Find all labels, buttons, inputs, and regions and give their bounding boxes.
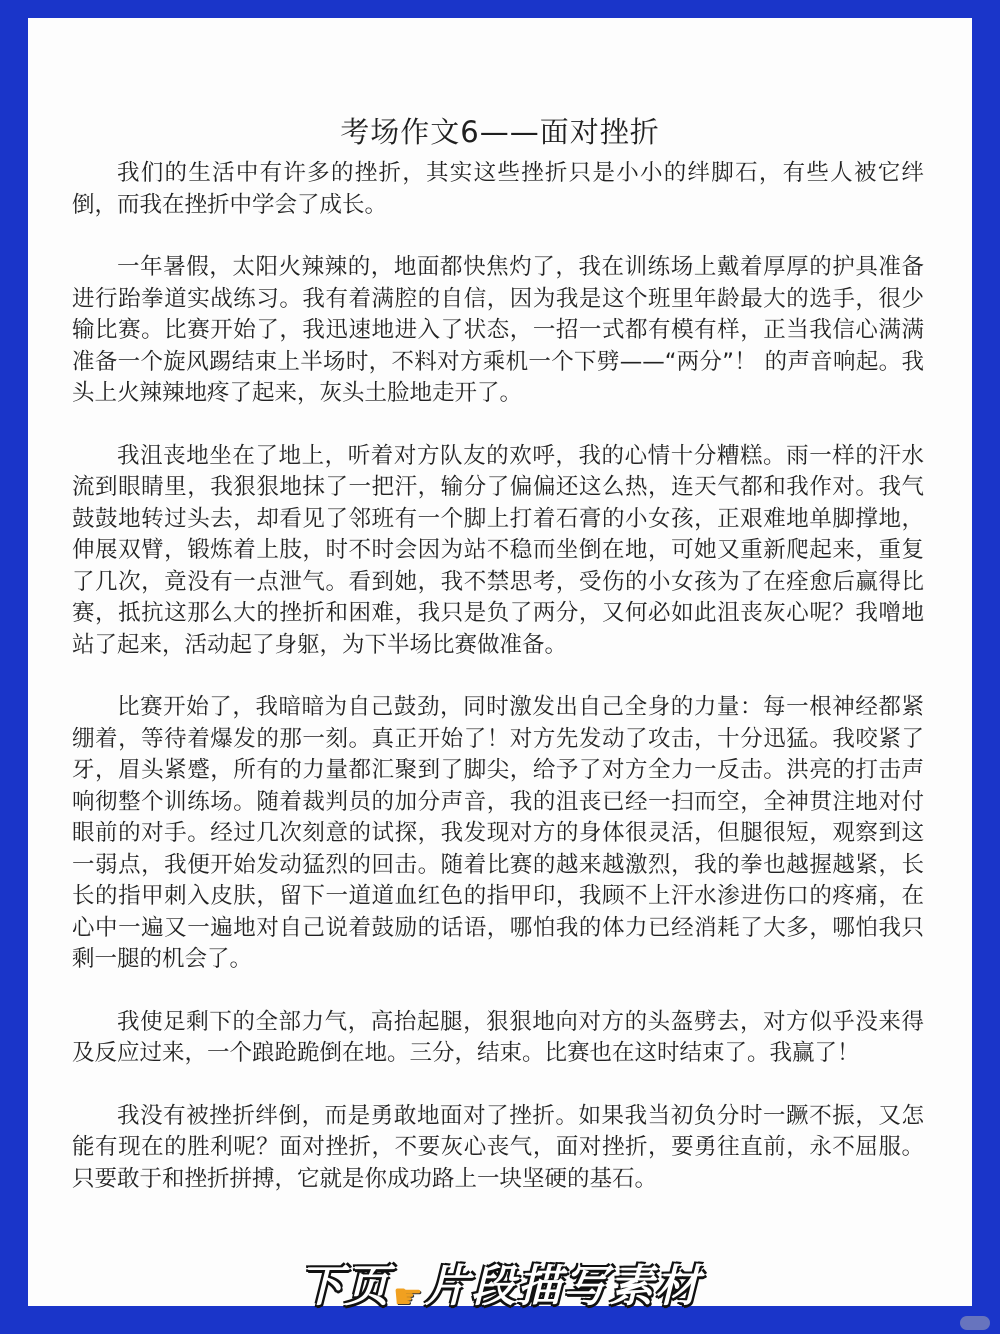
watermark-badge bbox=[960, 1316, 990, 1330]
next-page-topic: 片段描写素材 bbox=[425, 1261, 702, 1312]
paragraph-4: 比赛开始了，我暗暗为自己鼓劲，同时激发出自己全身的力量：每一根神经都紧绷着，等待着爆发的那一刻。真正开始了！对方先发动了攻击，十分迅猛。我咬紧了牙，眉头紧蹙，所有的力量都汇聚到了脚尖，给予了对方全力一反击。洪亮的打击声响彻整个训练场。随着裁判员的加分声音，我的沮丧已经一扫而空，全神贯注地对付眼前的对手。经过几次刻意的试探，我发现对方的身体很灵活，但腿很短，观察到这一弱点，我便开始发动猛烈的回击。随着比赛的越来越激烈，我的拳也越握越紧，长长的指甲刺入皮肤，留下一道道血红色的指甲印，我顾不上汗水渗进伤口的疼痛，在心中一遍又一遍地对自己说着鼓励的话语，哪怕我的体力已经消耗了大多，哪怕我只剩一腿的机会了。 bbox=[72, 694, 924, 972]
next-page-banner bbox=[28, 1250, 972, 1317]
pointing-hand-icon: ☛ bbox=[392, 1276, 424, 1317]
document-page bbox=[28, 18, 972, 1317]
paragraph-5: 我使足剩下的全部力气，高抬起腿，狠狠地向对方的头盔劈去，对方似乎没来得及反应过来，一个踉跄跪倒在地。三分，结束。比赛也在这时结束了。我赢了！ bbox=[72, 1008, 924, 1066]
next-page-label: 下页 bbox=[298, 1261, 391, 1312]
paragraph-3: 我沮丧地坐在了地上，听着对方队友的欢呼，我的心情十分糟糕。雨一样的汗水流到眼睛里，我狠狠地抹了一把汗，输分了偏偏还这么热，连天气都和我作对。我气鼓鼓地转过头去，却看见了邻班有一个脚上打着石膏的小女孩，正艰难地单脚撑地，伸展双臂，锻炼着上肢，时不时会因为站不稳而坐倒在地，可她又重新爬起来，重复了几次，竟没有一点泄气。看到她，我不禁思考，受伤的小女孩为了在痊愈后赢得比赛，抵抗这那么大的挫折和困难，我只是负了两分，又何必如此沮丧灰心呢？我噌地站了起来，活动起了身躯，为下半场比赛做准备。 bbox=[72, 442, 924, 658]
paragraph-2: 一年暑假，太阳火辣辣的，地面都快焦灼了，我在训练场上戴着厚厚的护具准备进行跆拳道实战练习。我有着满腔的自信，因为我是这个班里年龄最大的选手，很少输比赛。比赛开始了，我迅速地进入了状态，一招一式都有模有样，正当我信心满满准备一个旋风踢结束上半场时，不料对方乘机一个下劈——“两分”！ 的声音响起。我头上火辣辣地疼了起来，灰头土脸地走开了。 bbox=[72, 254, 924, 406]
essay-title: 考场作文6——面对挫折 bbox=[340, 115, 660, 149]
essay-body bbox=[72, 158, 924, 1226]
paragraph-1: 我们的生活中有许多的挫折，其实这些挫折只是小小的绊脚石，有些人被它绊倒，而我在挫折中学会了成长。 bbox=[72, 160, 924, 218]
paragraph-6: 我没有被挫折绊倒，而是勇敢地面对了挫折。如果我当初负分时一蹶不振，又怎能有现在的胜利呢？面对挫折，不要灰心丧气，面对挫折，要勇往直前，永不屈服。只要敢于和挫折拼搏，它就是你成功路上一块坚硬的基石。 bbox=[72, 1102, 924, 1192]
